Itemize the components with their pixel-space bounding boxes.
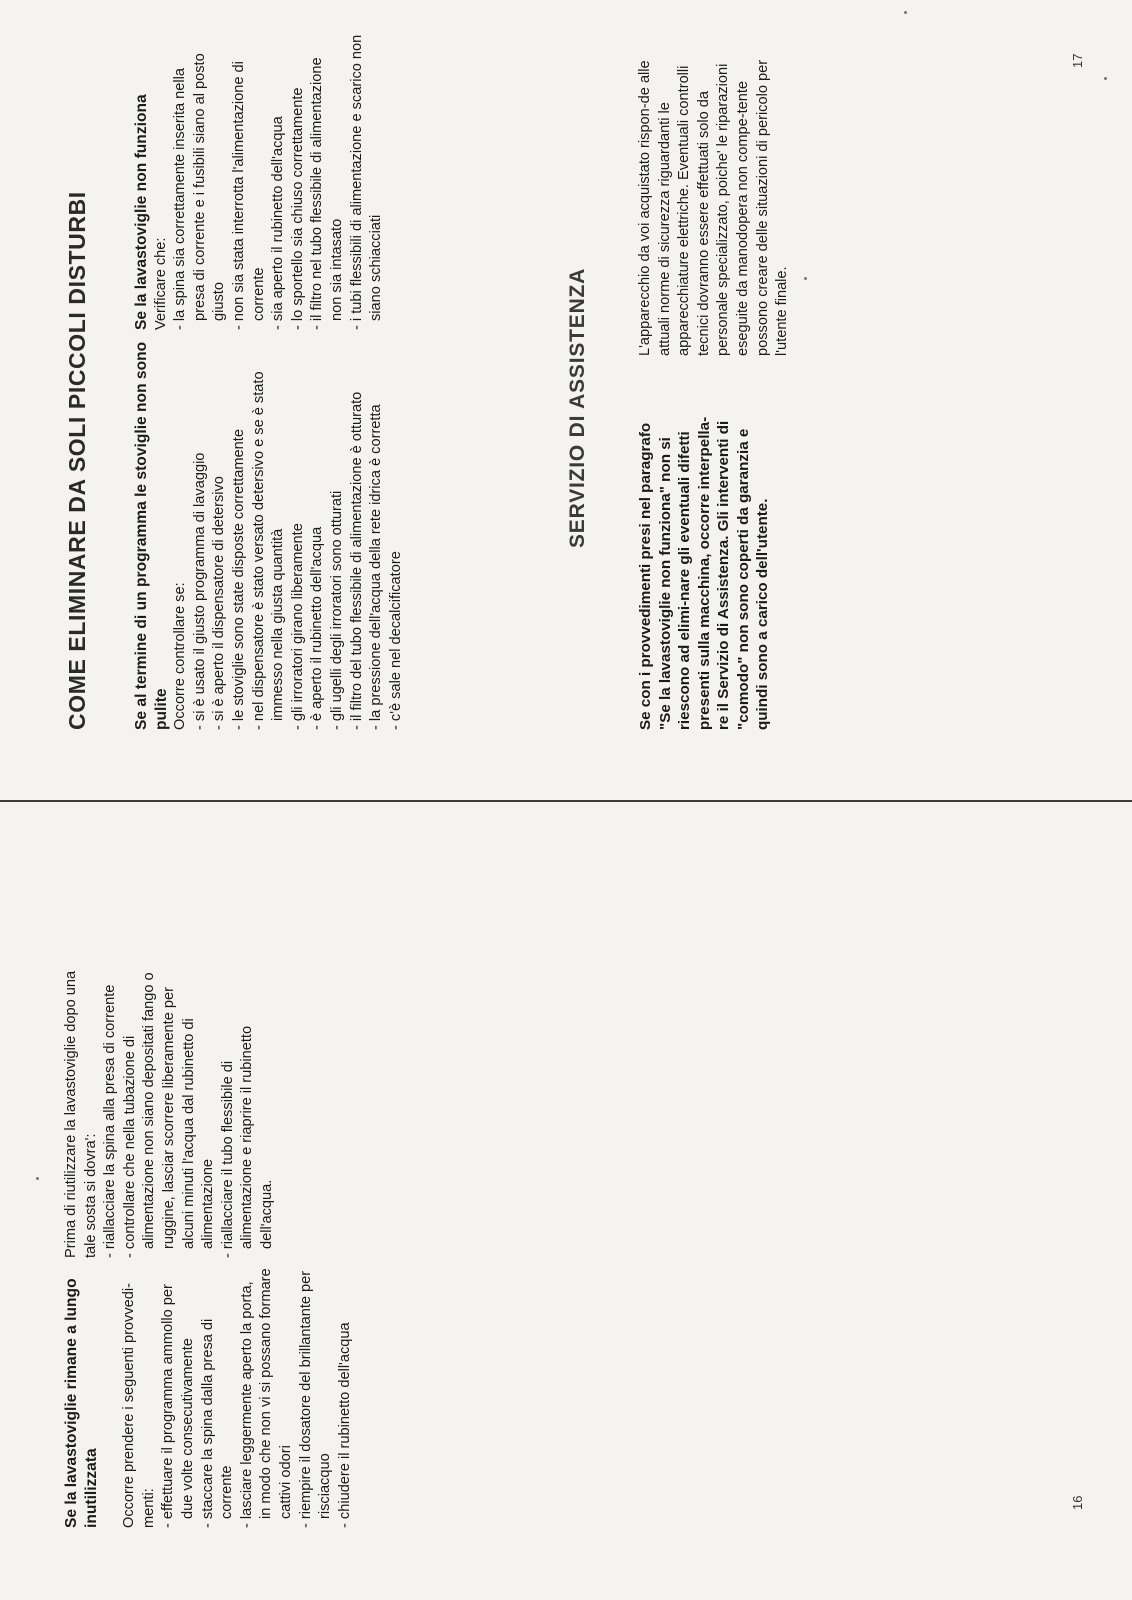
scan-speck <box>904 11 907 14</box>
list-item: - staccare la spina dalla presa di corrente <box>199 1266 238 1528</box>
not-working-section <box>132 30 387 330</box>
list-item: - si è usato il giusto programma di lavaggio <box>191 334 211 730</box>
list-item: - non sia stata interrotta l'alimentazione di corrente <box>230 30 269 330</box>
list-item: - la spina sia correttamente inserita nella presa di corrente e i fusibili siano al posto giusto <box>171 30 230 330</box>
list-item: - lo sportello sia chiuso correttamente <box>289 30 309 330</box>
not-working-list <box>171 30 387 330</box>
list-item: - le stoviglie sono state disposte correttamente <box>230 334 250 730</box>
list-item: - effettuare il programma ammollo per due volte consecutivamente <box>159 1266 198 1528</box>
not-working-intro: Verificare che: <box>152 237 169 330</box>
service-title: SERVIZIO DI ASSISTENZA <box>566 267 589 548</box>
service-notice: Se con i provvedimenti presi nel paragrafo "Se la lavastoviglie non funziona" non si riescono ad elimi-nare gli eventuali difetti presenti sulla macchina, occorre interpella-re il Servizio di Assistenza. Gli interventi di "comodo" non sono coperti da garanzia e quindi sono a carico dell'utente. <box>637 416 771 730</box>
page-number-right: 17 <box>1070 53 1085 68</box>
reuse-intro: Prima di riutilizzare la lavastoviglie dopo una tale sosta si dovra': <box>63 970 99 1258</box>
list-item: - controllare che nella tubazione di alimentazione non siano depositati fango o ruggine, lasciar scorrere liberamente per alcuni minuti l'acqua dal rubinetto di alimentazione <box>121 968 219 1258</box>
idle-heading: Se la lavastoviglie rimane a lungo inutilizzata <box>63 1278 100 1528</box>
not-working-heading: Se la lavastoviglie non funziona <box>133 94 150 330</box>
scan-speck <box>36 1177 39 1180</box>
idle-section <box>62 1266 355 1528</box>
idle-intro: Occorre prendere i seguenti provvedi-menti: <box>121 1283 157 1528</box>
list-item: - il filtro del tubo flessibile di alimentazione è otturato <box>348 334 368 730</box>
list-item: - gli ugelli degli irroratori sono otturati <box>328 334 348 730</box>
idle-list <box>159 1266 355 1528</box>
list-item: - è aperto il rubinetto dell'acqua <box>308 334 328 730</box>
troubleshooting-title: COME ELIMINARE DA SOLI PICCOLI DISTURBI <box>64 191 90 730</box>
list-item: - lasciare leggermente aperto la porta, in modo che non vi si possano formare cattivi odori <box>238 1266 297 1528</box>
list-item: - gli irroratori girano liberamente <box>289 334 309 730</box>
service-text: L'apparecchio da voi acquistato rispon-de alle attuali norme di sicurezza riguardanti le apparecchiature elettriche. Eventuali controlli tecnici dovranno essere effettuati solo da personale specializzato, poiche' le riparazioni eseguite da manodopera non compe-tente possono creare delle situazioni di pericolo per l'utente finale. <box>637 59 791 356</box>
list-item: - la pressione dell'acqua della rete idrica è corretta <box>367 334 387 730</box>
not-clean-list <box>191 334 407 730</box>
list-item: - si è aperto il dispensatore di detersivo <box>210 334 230 730</box>
list-item: - c'è sale nel decalcificatore <box>387 334 407 730</box>
reuse-section <box>62 968 278 1258</box>
list-item: - chiudere il rubinetto dell'acqua <box>336 1266 356 1528</box>
page-fold-divider <box>0 800 1132 802</box>
not-clean-heading: Se al termine di un programma le stoviglie non sono pulite <box>133 341 170 730</box>
reuse-list <box>101 968 277 1258</box>
not-clean-section <box>132 334 406 730</box>
scan-speck <box>804 277 807 280</box>
list-item: - riallacciare il tubo flessibile di alimentazione e riaprire il rubinetto dell'acqua. <box>219 968 278 1258</box>
list-item: - sia aperto il rubinetto dell'acqua <box>269 30 289 330</box>
not-clean-intro: Occorre controllare se: <box>172 582 189 730</box>
list-item: - riempire il dosatore del brillantante per risciacquo <box>297 1266 336 1528</box>
page-number-left: 16 <box>1070 1495 1085 1510</box>
list-item: - nel dispensatore è stato versato detersivo e se è stato immesso nella giusta quantità <box>250 334 289 730</box>
list-item: - il filtro nel tubo flessibile di alimentazione non sia intasato <box>308 30 347 330</box>
list-item: - i tubi flessibili di alimentazione e scarico non siano schiacciati <box>348 30 387 330</box>
scan-speck <box>1104 77 1107 80</box>
list-item: - riallacciare la spina alla presa di corrente <box>101 968 121 1258</box>
